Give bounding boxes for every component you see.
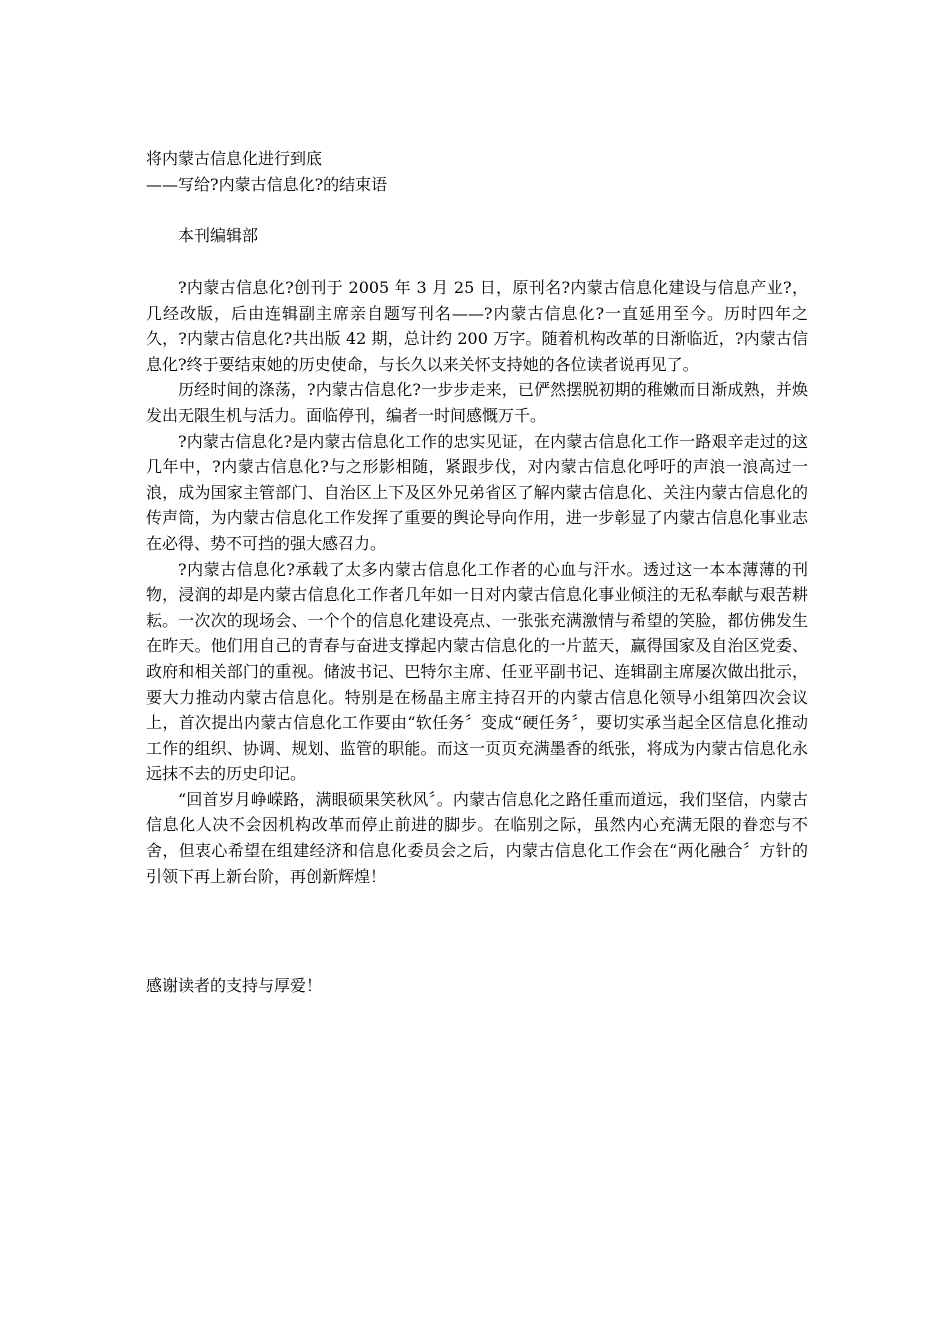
closing-line: 感谢读者的支持与厚爱！ xyxy=(146,976,323,995)
document-subtitle: ——写给?内蒙古信息化?的结束语 xyxy=(146,175,388,194)
body-paragraph-3: ?内蒙古信息化?是内蒙古信息化工作的忠实见证，在内蒙古信息化工作一路艰辛走过的这几年中，?内蒙古信息化?与之形影相随，紧跟步伐，对内蒙古信息化呼吁的声浪一浪高过一浪，成为国家主管部门、自治区上下及区外兄弟省区了解内蒙古信息化、关注内蒙古信息化的传声筒，为内蒙古信息化工作发挥了重要的舆论导向作用，进一步彰显了内蒙古信息化事业志在必得、势不可挡的强大感召力。 xyxy=(146,431,808,553)
document-body xyxy=(146,275,808,889)
document-author: 本刊编辑部 xyxy=(178,226,259,245)
body-paragraph-1: ?内蒙古信息化?创刊于 2005 年 3 月 25 日，原刊名?内蒙古信息化建设与信息产业?，几经改版，后由连辑副主席亲自题写刊名——?内蒙古信息化?一直延用至今。历时四年之久，?内蒙古信息化?共出版 42 期，总计约 200 万字。随着机构改革的日渐临近，?内蒙古信息化?终于要结束她的历史使命，与长久以来关怀支持她的各位读者说再见了。 xyxy=(146,278,808,374)
body-paragraph-5: “回首岁月峥嵘路，满眼硕果笑秋风〞。内蒙古信息化之路任重而道远，我们坚信，内蒙古信息化人决不会因机构改革而停止前进的脚步。在临别之际，虽然内心充满无限的眷恋与不舍，但衷心希望在组建经济和信息化委员会之后，内蒙古信息化工作会在“两化融合〞方针的引领下再上新台阶，再创新辉煌！ xyxy=(146,789,808,886)
body-paragraph-4: ?内蒙古信息化?承载了太多内蒙古信息化工作者的心血与汗水。透过这一本本薄薄的刊物，浸润的却是内蒙古信息化工作者几年如一日对内蒙古信息化事业倾注的无私奉献与艰苦耕耘。一次次的现场会、一个个的信息化建设亮点、一张张充满激情与希望的笑脸，都仿佛发生在昨天。他们用自己的青春与奋进支撑起内蒙古信息化的一片蓝天，赢得国家及自治区党委、政府和相关部门的重视。储波书记、巴特尔主席、任亚平副书记、连辑副主席屡次做出批示，要大力推动内蒙古信息化。特别是在杨晶主席主持召开的内蒙古信息化领导小组第四次会议上，首次提出内蒙古信息化工作要由“软任务〞变成“硬任务〞，要切实承当起全区信息化推动工作的组织、协调、规划、监管的职能。而这一页页充满墨香的纸张，将成为内蒙古信息化永远抹不去的历史印记。 xyxy=(146,559,808,784)
body-paragraph-2: 历经时间的涤荡，?内蒙古信息化?一步步走来，已俨然摆脱初期的稚嫩而日渐成熟，并焕发出无限生机与活力。面临停刊，编者一时间感慨万千。 xyxy=(146,380,808,425)
document-title: 将内蒙古信息化进行到底 xyxy=(146,149,323,168)
